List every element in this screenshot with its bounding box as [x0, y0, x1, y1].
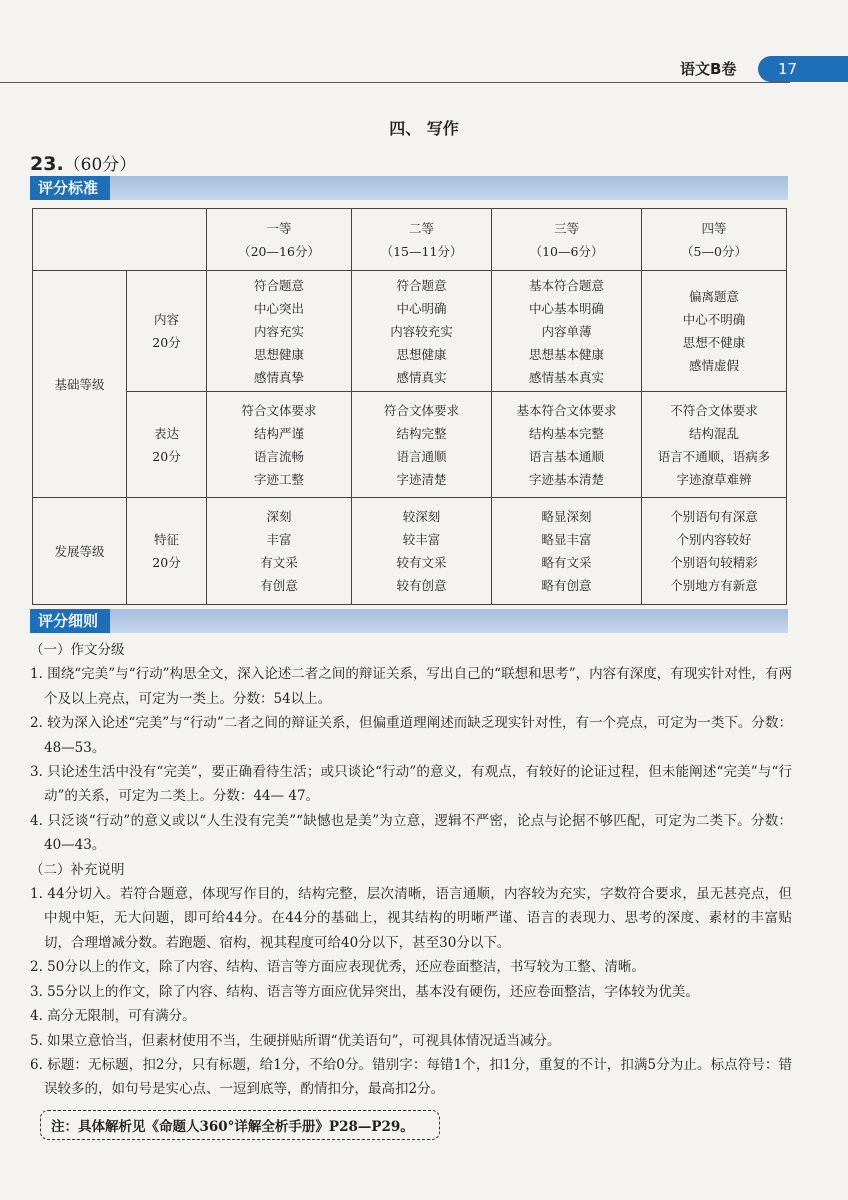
rule-item: 3. 只论述生活中没有“完美”，要正确看待生活；或只谈论“行动”的意义，有观点，有较好的论证过程，但未能阐述“完美”与“行动”的关系，可定为二类上。分数：44— 47。	[30, 764, 792, 805]
criteria-cell	[352, 498, 492, 605]
section-title: 四、 写作	[389, 119, 459, 138]
grade-name: 四等	[701, 220, 727, 236]
grade-range: （15—11分）	[380, 243, 463, 259]
criteria-cell	[492, 392, 642, 498]
criteria-line: 结构混乱	[688, 425, 739, 441]
criteria-banner-label: 评分标准	[30, 176, 110, 200]
criteria-line: 略有文采	[541, 555, 592, 570]
table-row-feature	[33, 498, 787, 605]
criteria-line: 符合文体要求	[241, 402, 317, 418]
criteria-cell	[492, 498, 642, 605]
criteria-line: 字迹工整	[253, 471, 304, 487]
criteria-line: 不符合文体要求	[670, 402, 758, 418]
aspect-name: 内容	[153, 312, 179, 327]
criteria-line: 个别语句有深意	[670, 509, 758, 524]
grade-range: （20—16分）	[238, 243, 320, 259]
criteria-line: 略有创意	[541, 578, 592, 593]
rule-item: 5. 如果立意恰当，但素材使用不当，生硬拼贴所谓“优美语句”，可视具体情况适当减分。	[30, 1032, 561, 1049]
criteria-line: 语言基本通顺	[528, 448, 604, 464]
criteria-line: 内容较充实	[390, 323, 453, 339]
grade-4-header	[642, 209, 787, 271]
rule-item: 1. 围绕“完美”与“行动”构思全文，深入论述二者之间的辩证关系，写出自己的“联想和思考”，内容有深度，有现实针对性，有两个及以上亮点，可定为一类上。分数：54以上。	[30, 666, 792, 707]
aspect-name: 特征	[153, 532, 179, 547]
criteria-line: 结构基本完整	[528, 425, 604, 441]
criteria-line: 语言通顺	[396, 448, 447, 464]
criteria-cell	[352, 392, 492, 498]
criteria-line: 中心突出	[253, 300, 304, 316]
details-body	[30, 638, 792, 1102]
table-row-content	[33, 271, 787, 392]
criteria-line: 字迹潦草难辨	[676, 471, 752, 487]
grade-range: （5—0分）	[681, 243, 747, 259]
rule-item: 2. 50分以上的作文，除了内容、结构、语言等方面应表现优秀，还应卷面整洁，书写较为工整、清晰。	[30, 959, 645, 976]
criteria-line: 感情虚假	[688, 358, 739, 373]
aspect-points: 20分	[152, 448, 181, 464]
rule-item: 3. 55分以上的作文，除了内容、结构、语言等方面应优异突出，基本没有硬伤，还应卷面整洁，字体较为优美。	[30, 983, 699, 1000]
aspect-cell	[127, 271, 207, 392]
criteria-line: 中心明确	[396, 300, 447, 316]
grade-3-header	[492, 209, 642, 271]
grade-name: 二等	[408, 220, 434, 236]
criteria-line: 偏离题意	[688, 289, 739, 304]
criteria-line: 较丰富	[402, 532, 441, 547]
criteria-line: 内容充实	[253, 323, 304, 339]
scoring-table	[32, 208, 787, 605]
criteria-line: 思想不健康	[682, 335, 746, 350]
question-index: 23.	[30, 153, 64, 175]
criteria-line: 思想健康	[253, 346, 304, 362]
aspect-cell	[127, 392, 207, 498]
subsection-title: （一）作文分级	[30, 642, 125, 658]
header-subject: 语文B卷	[680, 60, 737, 78]
criteria-line: 思想健康	[396, 346, 447, 362]
rule-item: 1. 44分切入。若符合题意，体现写作目的，结构完整，层次清晰，语言通顺，内容较为充实，字数符合要求，虽无甚亮点，但中规中矩，无大问题，即可给44分。在44分的基础上，视其结构的明晰严谨、语言的表现力、思考的深度、素材的丰富贴切，合理增减分数。若跑题、宿构，视其程度可给40分以下，甚至30分以下。	[30, 886, 792, 951]
details-banner-label: 评分细则	[30, 609, 110, 633]
table-row-expression	[33, 392, 787, 498]
criteria-line: 结构严谨	[253, 425, 304, 441]
criteria-line: 感情基本真实	[528, 369, 604, 385]
criteria-cell	[642, 271, 787, 392]
criteria-line: 内容单薄	[541, 323, 592, 339]
criteria-line: 略显丰富	[541, 532, 592, 547]
question-number	[30, 150, 136, 175]
rule-item: 6. 标题：无标题，扣2分，只有标题，给1分，不给0分。错别字：每错1个，扣1分，重复的不计，扣满5分为止。标点符号：错误较多的，如句号是实心点、一逗到底等，酌情扣分，最高扣2分。	[30, 1056, 792, 1098]
criteria-cell	[492, 271, 642, 392]
criteria-cell	[207, 392, 352, 498]
criteria-cell	[642, 498, 787, 605]
grade-name: 三等	[553, 220, 579, 236]
criteria-line: 基本符合文体要求	[516, 402, 617, 418]
criteria-line: 中心基本明确	[528, 300, 604, 316]
criteria-line: 深刻	[266, 509, 292, 524]
criteria-cell	[207, 271, 352, 392]
criteria-line: 较有创意	[396, 578, 447, 593]
reference-note: 注：具体解析见《命题人360°详解全析手册》P28—P29。	[40, 1110, 440, 1140]
criteria-cell	[352, 271, 492, 392]
criteria-line: 个别内容较好	[676, 532, 752, 547]
criteria-line: 语言不通顺，语病多	[657, 448, 771, 464]
criteria-line: 字迹基本清楚	[528, 471, 604, 487]
criteria-line: 字迹清楚	[396, 471, 447, 487]
criteria-line: 个别语句较精彩	[670, 555, 758, 570]
aspect-cell	[127, 498, 207, 605]
criteria-banner	[30, 176, 788, 200]
criteria-line: 有创意	[260, 578, 298, 593]
criteria-line: 基本符合题意	[528, 277, 604, 293]
criteria-line: 较深刻	[402, 509, 441, 524]
table-corner-cell	[33, 209, 207, 271]
grade-range: （10—6分）	[529, 243, 604, 259]
criteria-line: 结构完整	[396, 425, 447, 441]
rule-item: 4. 只泛谈“行动”的意义或以“人生没有完美”“缺憾也是美”为立意，逻辑不严密，论点与论据不够匹配，可定为二类下。分数：40—43。	[30, 812, 792, 854]
aspect-name: 表达	[153, 425, 179, 441]
rule-item: 4. 高分无限制，可有满分。	[30, 1008, 196, 1025]
group-label-basic: 基础等级	[33, 271, 127, 498]
details-banner	[30, 609, 788, 633]
criteria-line: 丰富	[266, 532, 292, 547]
criteria-line: 思想基本健康	[528, 346, 604, 362]
group-label-development: 发展等级	[33, 498, 127, 605]
criteria-line: 符合题意	[253, 277, 304, 293]
grade-name: 一等	[266, 220, 292, 236]
page-number: 17	[758, 56, 848, 82]
criteria-cell	[207, 498, 352, 605]
criteria-line: 符合文体要求	[383, 402, 459, 418]
aspect-points: 20分	[152, 335, 181, 350]
aspect-points: 20分	[152, 555, 181, 570]
header-rule	[0, 82, 790, 83]
grade-1-header	[207, 209, 352, 271]
criteria-cell	[642, 392, 787, 498]
criteria-line: 语言流畅	[253, 448, 304, 464]
question-score: （60分）	[63, 155, 137, 175]
criteria-line: 符合题意	[396, 277, 447, 293]
criteria-line: 中心不明确	[682, 312, 746, 327]
grade-2-header	[352, 209, 492, 271]
criteria-line: 感情真实	[396, 369, 447, 385]
criteria-line: 有文采	[260, 555, 298, 570]
subsection-title: （二）补充说明	[30, 861, 125, 878]
criteria-line: 个别地方有新意	[670, 578, 758, 593]
rule-item: 2. 较为深入论述“完美”与“行动”二者之间的辩证关系，但偏重道理阐述而缺乏现实针对性，有一个亮点，可定为一类下。分数：48—53。	[30, 715, 792, 756]
criteria-line: 较有文采	[396, 555, 447, 570]
criteria-line: 感情真挚	[253, 369, 304, 385]
table-header-row	[33, 209, 787, 271]
criteria-line: 略显深刻	[541, 509, 592, 524]
